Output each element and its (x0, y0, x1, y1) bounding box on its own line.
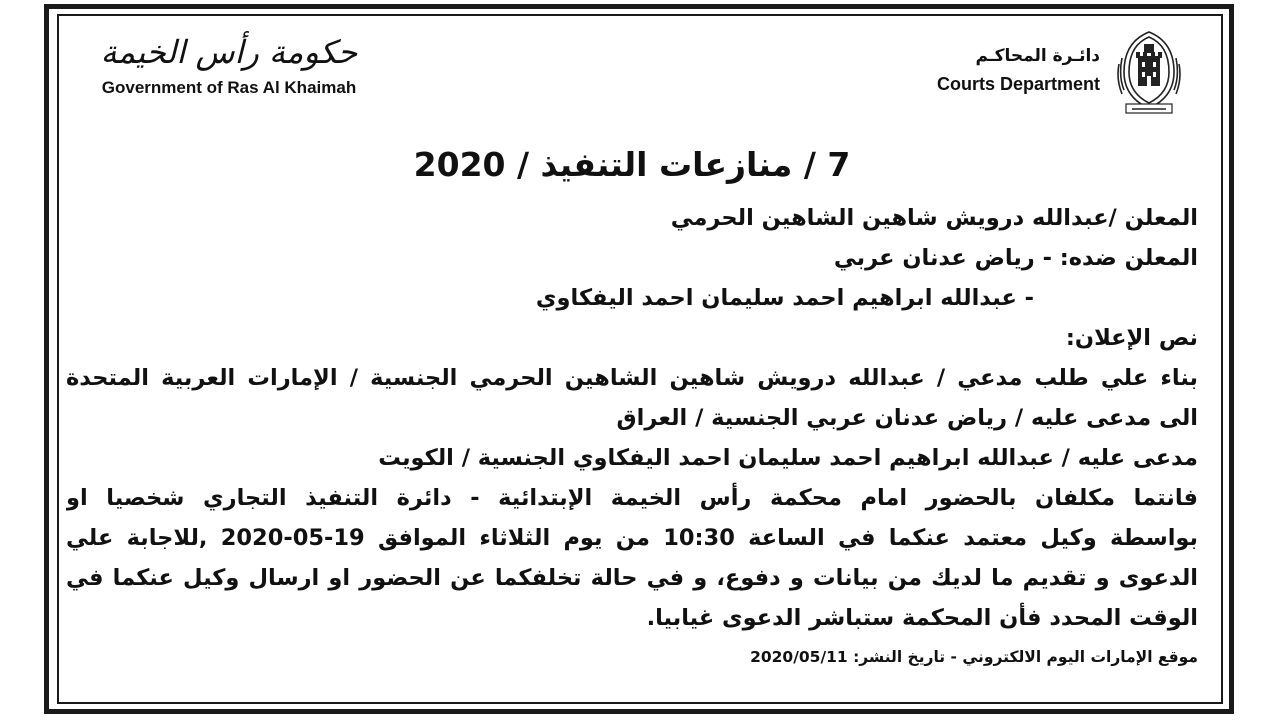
publication-footer: موقع الإمارات اليوم الالكتروني - تاريخ النشر: 2020/05/11 (750, 648, 1198, 666)
notice-body-line: الى مدعى عليه / رياض عدنان عربي الجنسية / العراق (616, 405, 1198, 431)
announcer-line: المعلن /عبدالله درويش شاهين الشاهين الحرمي (670, 205, 1198, 231)
notice-body-line: بواسطة وكيل معتمد عنكما في الساعة 10:30 من يوم الثلاثاء الموافق 19-05-2020 ,للاجابة علي (66, 525, 1198, 551)
notice-body-line: بناء علي طلب مدعي / عبدالله درويش شاهين الشاهين الحرمي الجنسية / الإمارات العربية المتحدة (66, 365, 1198, 391)
government-name-english: Government of Ras Al Khaimah (101, 78, 357, 97)
notice-text-heading: نص الإعلان: (1065, 325, 1198, 351)
notice-body-line: الدعوى و تقديم ما لديك من بيانات و دفوع، و في حالة تخلفكما عن الحضور او ارسال وكيل عنكما في (66, 565, 1198, 591)
government-logo (74, 30, 384, 98)
defendant-line-2: - عبدالله ابراهيم احمد سليمان احمد اليفكاوي (535, 285, 1034, 311)
court-notice (66, 138, 1198, 672)
courts-name-english: Courts Department (936, 74, 1100, 94)
notice-body-line: مدعى عليه / عبدالله ابراهيم احمد سليمان احمد اليفكاوي الجنسية / الكويت (378, 445, 1198, 471)
courts-name-arabic: دائـرة المحاكـم (975, 46, 1100, 66)
courts-department-header (937, 44, 1100, 95)
courts-emblem-icon (1114, 28, 1184, 114)
notice-body-line: الوقت المحدد فأن المحكمة ستباشر الدعوى غيابيا. (646, 605, 1198, 631)
defendant-line-1: المعلن ضده: - رياض عدنان عربي (833, 245, 1198, 271)
government-name-arabic: حكومة رأس الخيمة (100, 33, 358, 71)
notice-title: 7 / منازعات التنفيذ / 2020 (413, 145, 851, 184)
notice-body-line: فانتما مكلفان بالحضور امام محكمة رأس الخيمة الإبتدائية - دائرة التنفيذ التجاري شخصيا او (66, 485, 1198, 511)
